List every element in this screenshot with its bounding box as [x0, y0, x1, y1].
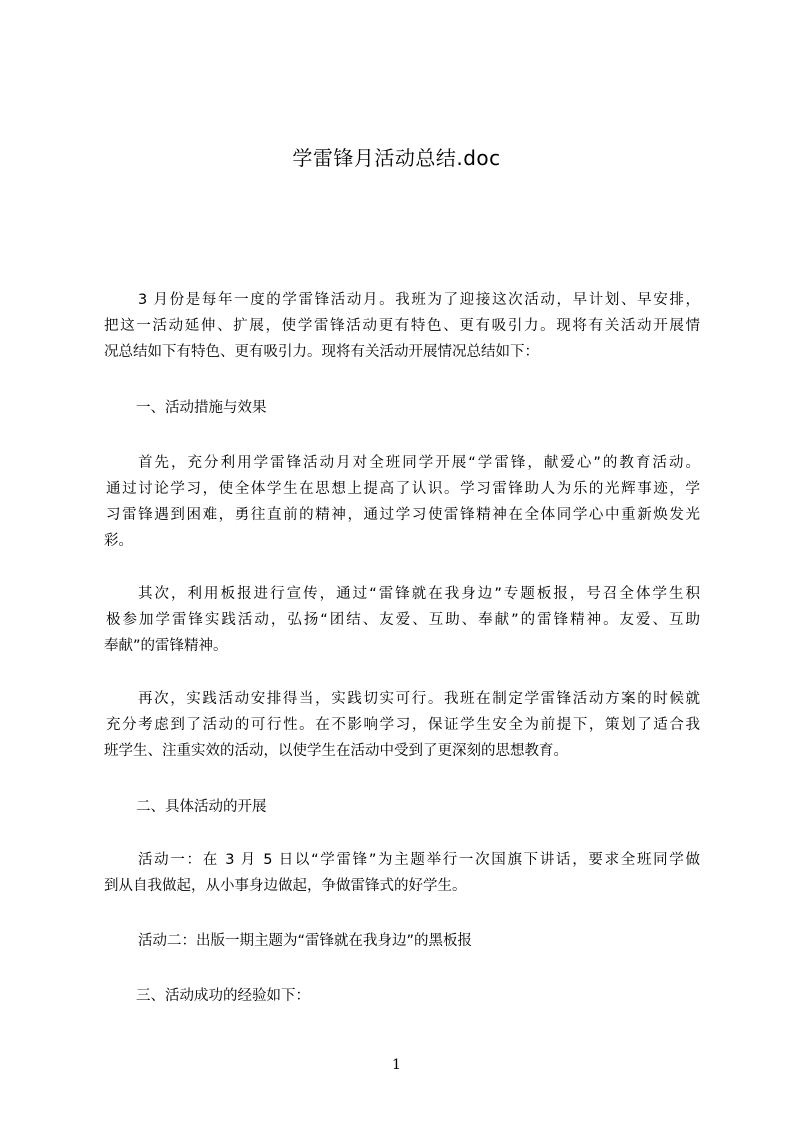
paragraph-first-line-3: 习雷锋遇到困难，勇往直前的精神，通过学习使雷锋精神在全体同学心中重新焕发光	[106, 507, 700, 523]
section-heading-activities	[104, 794, 700, 820]
document-title: 学雷锋月活动总结.doc	[292, 146, 501, 170]
paragraph-second-line-2: 极参加学雷锋实践活动，弘扬“团结、友爱、互助、奉献”的雷锋精神。友爱、互助	[106, 612, 700, 628]
paragraph-third-line-2: 充分考虑到了活动的可行性。在不影响学习，保证学生安全为前提下，策划了适合我	[106, 717, 700, 733]
section-heading-measures	[104, 395, 700, 421]
paragraph-third	[104, 686, 700, 764]
paragraph-first	[104, 450, 700, 554]
intro-paragraph	[104, 287, 700, 365]
paragraph-third-line-3: 班学生、注重实效的活动，以使学生在活动中受到了更深刻的思想教育。	[104, 743, 568, 759]
intro-line-1: 3 月份是每年一度的学雷锋活动月。我班为了迎接这次活动，早计划、早安排，	[138, 292, 700, 308]
activity-one-line-2: 到从自我做起，从小事身边做起，争做雷锋式的好学生。	[104, 878, 467, 894]
page-number: 1	[392, 1057, 401, 1073]
activity-one-paragraph	[104, 847, 700, 899]
paragraph-second-line-1: 其次，利用板报进行宣传，通过“雷锋就在我身边”专题板报，号召全体学生积	[138, 586, 700, 602]
paragraph-first-line-2: 通过讨论学习，使全体学生在思想上提高了认识。学习雷锋助人为乐的光辉事迹，学	[106, 481, 700, 497]
paragraph-third-line-1: 再次，实践活动安排得当，实践切实可行。我班在制定学雷锋活动方案的时候就	[138, 691, 700, 707]
section-heading-experience	[104, 983, 700, 1009]
paragraph-second	[104, 581, 700, 659]
section-heading-experience-text: 三、活动成功的经验如下：	[136, 988, 310, 1004]
intro-line-2: 把这一活动延伸、扩展，使学雷锋活动更有特色、更有吸引力。现将有关活动开展情	[104, 318, 700, 334]
paragraph-second-line-3: 奉献”的雷锋精神。	[104, 638, 228, 654]
paragraph-first-line-4: 彩。	[104, 533, 133, 549]
activity-two-line: 活动二：出版一期主题为“雷锋就在我身边”的黑板报	[138, 933, 473, 949]
paragraph-first-line-1: 首先，充分利用学雷锋活动月对全班同学开展“学雷锋，献爱心”的教育活动。	[138, 455, 700, 471]
intro-line-3: 况总结如下有特色、更有吸引力。现将有关活动开展情况总结如下：	[104, 344, 539, 360]
activity-one-line-1: 活动一：在 3 月 5 日以“学雷锋”为主题举行一次国旗下讲话，要求全班同学做	[138, 852, 700, 868]
section-heading-measures-text: 一、活动措施与效果	[136, 400, 267, 416]
activity-two-paragraph	[104, 928, 700, 954]
section-heading-activities-text: 二、具体活动的开展	[136, 799, 267, 815]
